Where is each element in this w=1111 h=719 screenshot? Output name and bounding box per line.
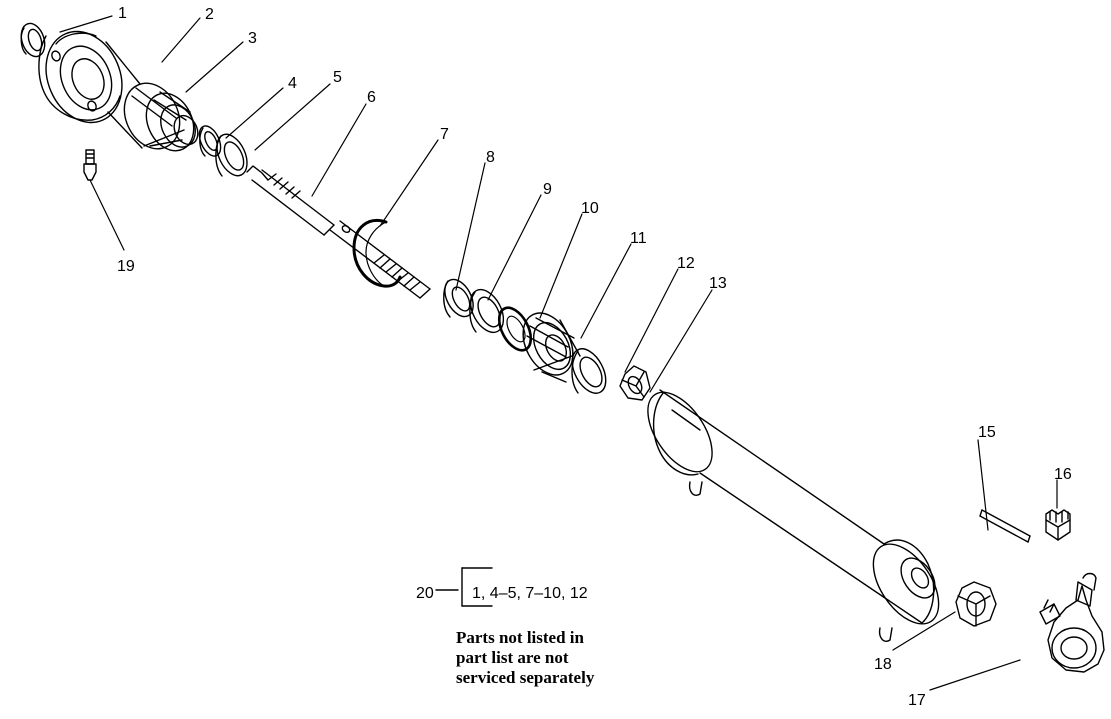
callout-19: 19: [117, 258, 135, 275]
note-line-1: Parts not listed in: [456, 628, 584, 647]
callout-12: 12: [677, 255, 695, 272]
part-10-o-ring: [493, 303, 538, 356]
cylinder-tube-body: [635, 381, 952, 641]
callout-15: 15: [978, 424, 996, 441]
part-17-ball-joint: [1040, 574, 1104, 673]
callout-6: 6: [367, 89, 376, 106]
part-16-castle-nut: [1046, 510, 1070, 540]
callout-13: 13: [709, 275, 727, 292]
callout-17: 17: [908, 692, 926, 709]
callout-3: 3: [248, 30, 257, 47]
note-line-3: serviced separately: [456, 668, 595, 687]
callout-8: 8: [486, 149, 495, 166]
part-13-nut: [620, 366, 650, 400]
note-line-2: part list are not: [456, 648, 569, 667]
part-18-nut: [956, 582, 996, 626]
callout-7: 7: [440, 126, 449, 143]
callout-1: 1: [118, 5, 127, 22]
part-4-washer: [195, 123, 225, 160]
callout-10: 10: [581, 200, 599, 217]
part-6-piston-rod: [247, 166, 430, 298]
callout-16: 16: [1054, 466, 1072, 483]
callout-11: 11: [630, 230, 647, 247]
group-parts-label: 1, 4–5, 7–10, 12: [472, 585, 588, 602]
callout-18: 18: [874, 656, 892, 673]
part-2-cylinder-head: [32, 20, 142, 148]
callout-4: 4: [288, 75, 297, 92]
callout-5: 5: [333, 69, 342, 86]
part-19-set-screw: [84, 150, 96, 180]
part-3-gland-nut: [114, 74, 203, 158]
callout-20: 20: [416, 585, 434, 602]
callout-2: 2: [205, 6, 214, 23]
callout-9: 9: [543, 181, 552, 198]
